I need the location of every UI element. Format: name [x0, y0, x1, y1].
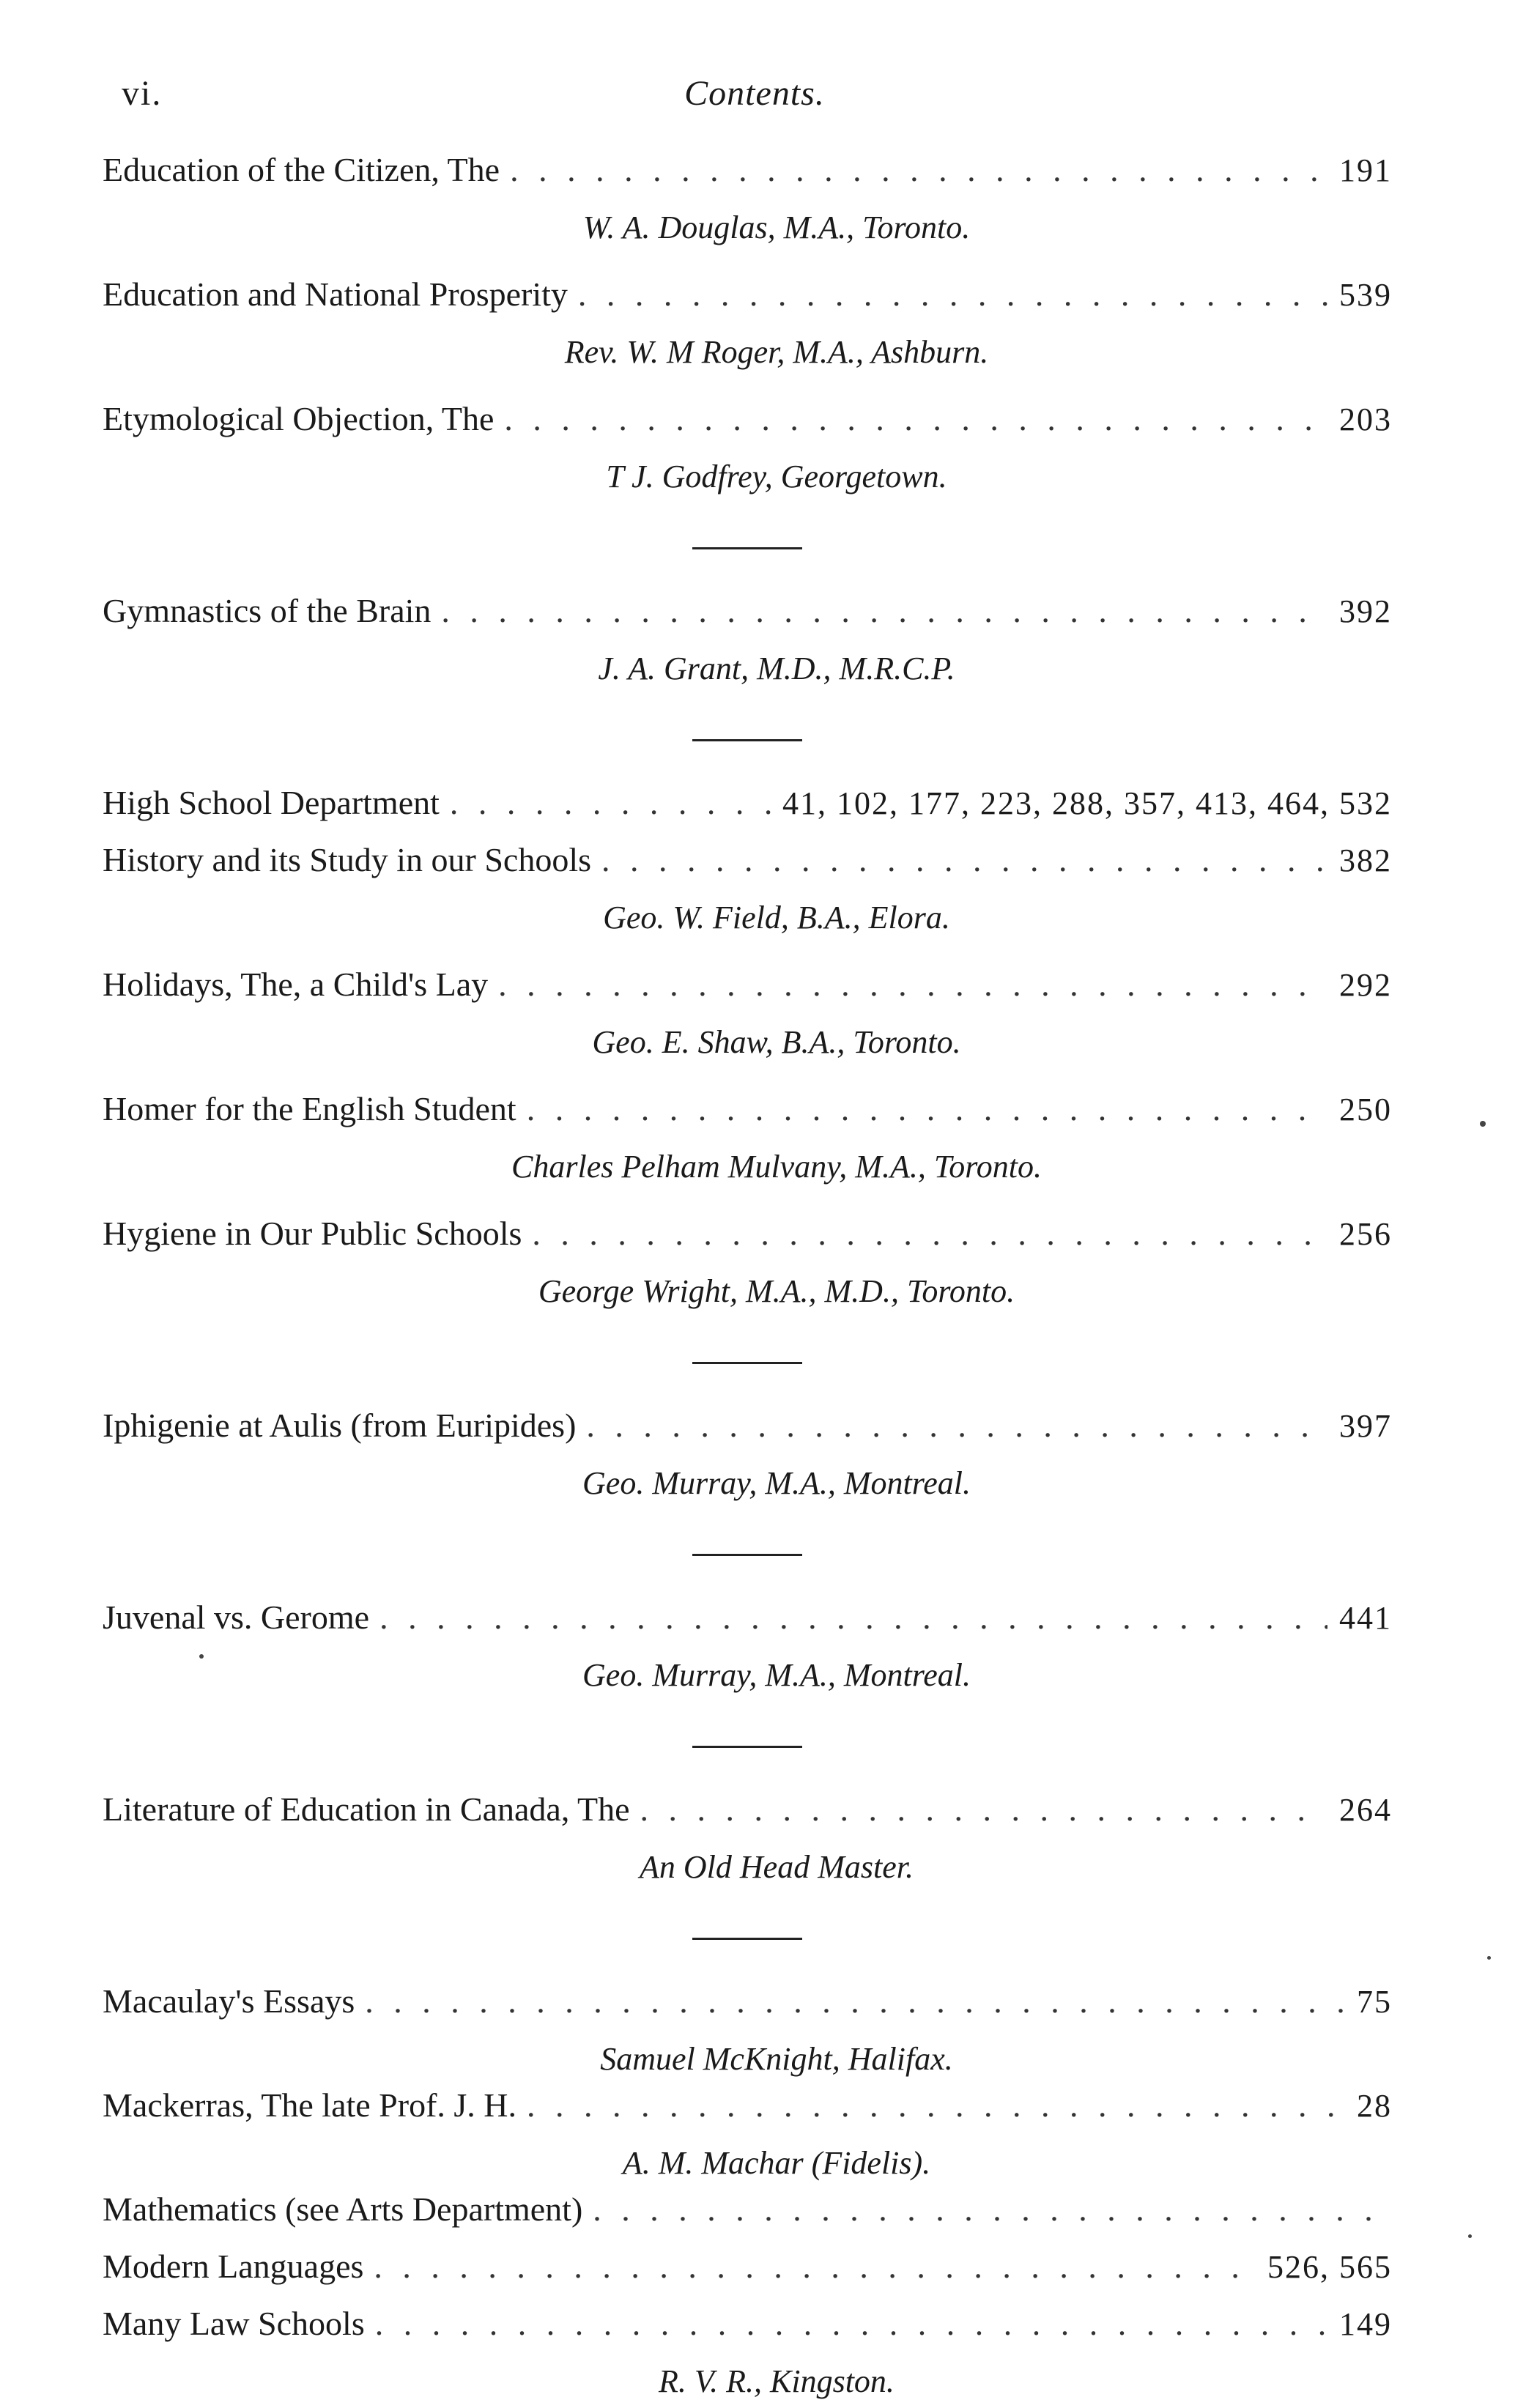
section-divider: [103, 1894, 1392, 1982]
scan-speck: [1480, 1121, 1486, 1127]
entry-title: Education and National Prosperity: [103, 275, 568, 313]
entry-title: High School Department: [103, 784, 440, 821]
section-divider: [103, 1318, 1392, 1406]
entry-title: History and its Study in our Schools: [103, 841, 592, 878]
dot-leader: [450, 783, 771, 822]
dot-leader: [510, 150, 1327, 189]
entry-author: Geo. E. Shaw, B.A., Toronto.: [592, 1024, 961, 1060]
entry-page: 292: [1339, 967, 1392, 1003]
entry-author: An Old Head Master.: [640, 1849, 914, 1885]
contents-entry: [103, 1982, 1392, 2086]
contents-entry: [103, 1089, 1392, 1193]
entry-author: Charles Pelham Mulvany, M.A., Toronto.: [511, 1149, 1042, 1185]
dot-leader: [640, 1790, 1327, 1829]
entry-title: Literature of Education in Canada, The: [103, 1790, 630, 1828]
entry-author: George Wright, M.A., M.D., Toronto.: [538, 1273, 1015, 1309]
dot-leader: [379, 1598, 1327, 1637]
entry-author: Geo. Murray, M.A., Montreal.: [582, 1657, 971, 1693]
entry-author: A. M. Machar (Fidelis).: [622, 2145, 931, 2181]
dot-leader: [504, 399, 1327, 438]
contents-entry: [103, 2086, 1392, 2190]
section-divider: [103, 503, 1392, 591]
entry-title: Mackerras, The late Prof. J. H.: [103, 2086, 517, 2124]
dot-leader: [498, 965, 1327, 1004]
running-head: Contents.: [684, 74, 825, 113]
entry-title: Many Law Schools: [103, 2305, 365, 2342]
page-header: [117, 73, 1392, 132]
entry-title: Modern Languages: [103, 2248, 364, 2285]
contents-entry: [103, 2190, 1392, 2247]
contents-entry: [103, 2304, 1392, 2408]
page-number: vi.: [122, 74, 163, 113]
contents-entry: [103, 783, 1392, 840]
entry-title: Homer for the English Student: [103, 1090, 516, 1127]
contents-entry: [103, 591, 1392, 695]
contents-entry: [103, 2247, 1392, 2304]
entry-page: 203: [1339, 401, 1392, 437]
section-divider: [103, 695, 1392, 783]
entry-page: 75: [1357, 1984, 1392, 2020]
dot-leader: [374, 2247, 1256, 2286]
entry-author: Geo. W. Field, B.A., Elora.: [603, 900, 950, 936]
entry-page: 250: [1339, 1092, 1392, 1127]
entry-page: 397: [1339, 1408, 1392, 1444]
entry-title: Macaulay's Essays: [103, 1982, 355, 2020]
contents-entry: [103, 275, 1392, 379]
dot-leader: [527, 2086, 1345, 2124]
entry-title: Juvenal vs. Gerome: [103, 1598, 370, 1636]
dot-leader: [586, 1406, 1327, 1445]
entry-page: 441: [1339, 1600, 1392, 1636]
entry-title: Mathematics (see Arts Department): [103, 2190, 583, 2228]
entry-author: J. A. Grant, M.D., M.R.C.P.: [598, 651, 955, 686]
scan-speck: [1487, 1956, 1491, 1960]
dot-leader: [593, 2190, 1380, 2229]
section-divider: [103, 1702, 1392, 1790]
entry-author: T J. Godfrey, Georgetown.: [606, 459, 947, 494]
contents-entry: [103, 399, 1392, 503]
entry-page: 382: [1339, 842, 1392, 878]
dot-leader: [532, 1214, 1327, 1253]
contents-entry: [103, 1598, 1392, 1702]
entry-title: Iphigenie at Aulis (from Euripides): [103, 1407, 577, 1444]
entry-author: Rev. W. M Roger, M.A., Ashburn.: [564, 334, 989, 370]
entry-author: Samuel McKnight, Halifax.: [600, 2041, 953, 2077]
scan-speck: [199, 1654, 204, 1659]
entry-page: 149: [1339, 2306, 1392, 2342]
entry-title: Hygiene in Our Public Schools: [103, 1215, 522, 1252]
contents-entry: [103, 1406, 1392, 1510]
dot-leader: [601, 840, 1327, 879]
dot-leader: [365, 1982, 1345, 2020]
dot-leader: [375, 2304, 1327, 2343]
entry-title: Education of the Citizen, The: [103, 151, 500, 188]
dot-leader: [527, 1089, 1327, 1128]
entry-page: 264: [1339, 1792, 1392, 1828]
entry-page: 539: [1339, 277, 1392, 313]
entry-title: Etymological Objection, The: [103, 400, 495, 437]
contents-entry: [103, 1214, 1392, 1318]
contents-entry: [103, 1790, 1392, 1894]
section-divider: [103, 1510, 1392, 1598]
dot-leader: [441, 591, 1327, 630]
dot-leader: [578, 275, 1327, 314]
contents-list: [103, 150, 1392, 2408]
contents-entry: [103, 840, 1392, 944]
entry-title: Holidays, The, a Child's Lay: [103, 966, 489, 1003]
scan-speck: [1468, 2234, 1472, 2238]
entry-page: 526, 565: [1267, 2249, 1392, 2285]
entry-author: R. V. R., Kingston.: [659, 2363, 895, 2399]
entry-author: W. A. Douglas, M.A., Toronto.: [582, 210, 971, 245]
entry-page: 392: [1339, 593, 1392, 629]
entry-page: 256: [1339, 1216, 1392, 1252]
contents-entry: [103, 965, 1392, 1069]
entry-page: 28: [1357, 2088, 1392, 2124]
entry-page: 41, 102, 177, 223, 288, 357, 413, 464, 532: [782, 785, 1392, 821]
contents-entry: [103, 150, 1392, 254]
entry-page: 191: [1339, 152, 1392, 188]
entry-title: Gymnastics of the Brain: [103, 592, 432, 629]
entry-author: Geo. Murray, M.A., Montreal.: [582, 1465, 971, 1501]
